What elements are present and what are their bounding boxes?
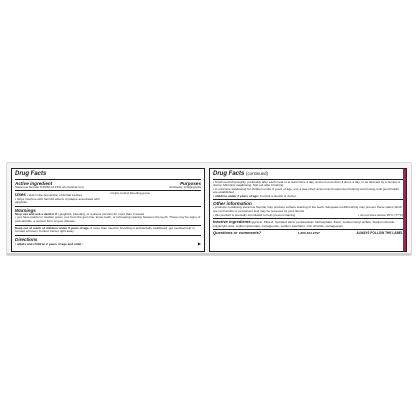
accent-stripe	[403, 169, 406, 251]
purposes-heading: Purposes	[180, 180, 201, 186]
directions-3-text: Consult a dentist or doctor.	[259, 193, 297, 198]
directions-text: • adults and children 2 years of age and older:	[15, 241, 83, 246]
active-ingredient-text: Stannous fluoride 0.454% (0.15% w/v fluoride ion)	[15, 184, 84, 189]
inactive-heading: Inactive ingredients	[213, 219, 251, 225]
drug-facts-panel	[11, 168, 205, 252]
keep-out-text: If more than used for brushing is accidentally swallowed, get medical help or contact a Poison Control Center right away.	[15, 225, 195, 234]
drug-facts-title: Drug Facts	[15, 171, 47, 177]
stop-use-text-2: • you have painful or swollen gums, pus from the gum line, loose teeth, or increasing spacing between the teeth. These may be signs of periodontitis, a serious form of gum disease.	[15, 215, 201, 224]
divider	[15, 235, 201, 236]
directions-2: • to minimize swallowing for children under 6 years of age, use a pea-sized amount and supervise brushing and rinsing until good habits are established	[213, 186, 399, 195]
purposes-text: Anticavity, Antigingivitis	[169, 184, 201, 189]
other-info-heading: Other information	[213, 201, 252, 207]
uses-a: • aids in the prevention of dental cavities	[26, 193, 83, 198]
questions-heading: Questions or comments?	[213, 230, 262, 236]
directions-heading: Directions	[15, 236, 38, 242]
drug-facts-continued-panel	[209, 168, 407, 252]
uses-c: • helps interfere with harmful effects of plaque associated with gingivitis	[15, 196, 100, 205]
inactive-text: glycerin, PEG-8, hydrated silica, pentasodium triphosphate, flavor, sodium lauryl sulfate, titanium dioxide, polyacrylic acid, sodium gluconate, carrageenan, sodium saccharin, zinc chloride, carrageenan	[213, 220, 396, 228]
divider	[213, 199, 403, 200]
other-info-3: • do not store above 25°C (77°F)	[358, 212, 403, 217]
drug-facts-continued-title: Drug Facts	[213, 171, 245, 177]
continue-arrow-icon: ▶	[197, 240, 201, 246]
uses-heading: Uses	[15, 192, 26, 198]
stop-use-label: Stop use and ask a dentist if	[15, 211, 57, 216]
uses-b: • helps control bleeding gums	[109, 191, 150, 196]
directions-3-label: • children under 2 years of age:	[213, 193, 259, 198]
directions-1: • brush teeth thoroughly, preferably after each meal or at least twice a day, and not more than 3 times a day, or as directed by a dentist or doctor. Minimize swallowing. Spit out after brushing.	[213, 179, 401, 188]
divider	[15, 179, 201, 180]
other-info-2: • this product is specially formulated to help prevent staining	[213, 212, 296, 217]
continued-label: (continued)	[246, 171, 268, 176]
keep-out-label: Keep out of reach of children under 6 years of age.	[15, 225, 90, 230]
toothpaste-tube	[6, 162, 412, 256]
stop-use-text: • gingivitis, bleeding, or redness persists for more than 2 weeks	[57, 211, 145, 216]
other-info-1: • products containing stannous fluoride may produce surface staining of the teeth. Adequate toothbrushing may prevent these stains which are not harmful or permanent and may be removed by your dentist	[213, 205, 403, 214]
active-ingredient-heading: Active ingredient	[15, 180, 53, 186]
always-follow-label: ALWAYS FOLLOW THE LABEL	[356, 231, 403, 236]
warnings-heading: Warnings	[15, 207, 36, 213]
divider	[15, 190, 201, 191]
phone-number: 1-866-844-2797	[297, 231, 320, 236]
divider	[15, 206, 201, 207]
